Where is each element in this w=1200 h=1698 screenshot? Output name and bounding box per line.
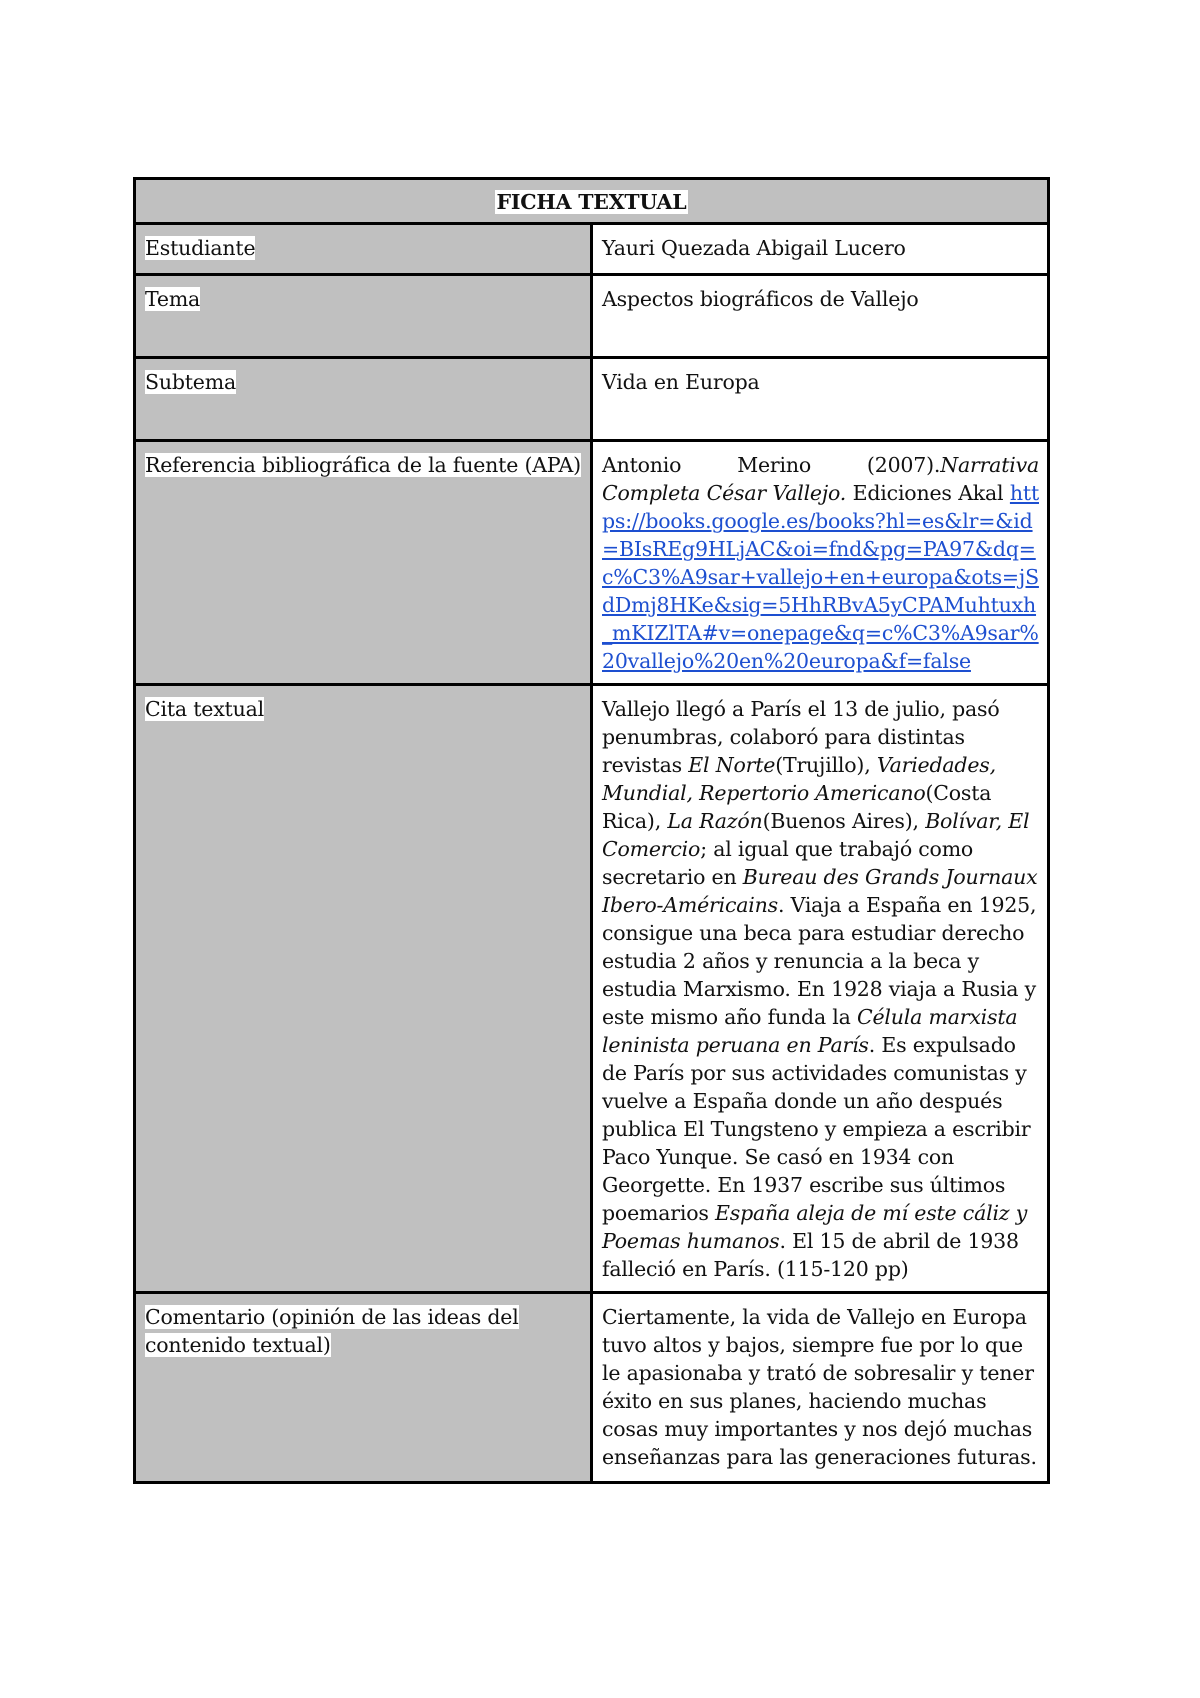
quote-italic-poemarios: España aleja de mí este cáliz y Poemas humanos	[602, 1201, 1028, 1253]
label-estudiante: Estudiante	[145, 236, 256, 260]
quote-segment: ; al igual que trabajó como secretario en	[602, 837, 974, 889]
label-cell-tema	[135, 275, 592, 358]
value-estudiante: Yauri Quezada Abigail Lucero	[602, 236, 906, 260]
quote-segment: . Viaja a España en 1925, consigue una beca para estudiar derecho estudia 2 años y renuncia a la beca y estudia Marxismo. En 1928 viaja a Rusia y este mismo año funda la	[602, 893, 1037, 1029]
label-cell-cita	[135, 685, 592, 1293]
quote-italic-revistas: Variedades, Mundial, Repertorio Americano	[602, 753, 996, 805]
value-comentario: Ciertamente, la vida de Vallejo en Europa tuvo altos y bajos, siempre fue por lo que le apasionaba y trató de sobresalir y tener éxito en sus planes, haciendo muchas cosas muy importantes y nos dejó muchas enseñanzas para las generaciones futuras.	[602, 1305, 1037, 1469]
row-referencia	[135, 441, 1049, 685]
header-cell	[135, 179, 1049, 224]
reference-text	[602, 451, 1039, 675]
reference-link[interactable]: https://books.google.es/books?hl=es&lr=&id=BIsREg9HLjAC&oi=fnd&pg=PA97&dq=c%C3%A9sar+vallejo+en+europa&ots=jSdDmj8HKe&sig=5HhRBvA5yCPAMuhtuxh_mKIZlTA#v=onepage&q=c%C3%A9sar%20vallejo%20en%20europa&f=false	[602, 481, 1039, 673]
ficha-textual-table	[133, 177, 1050, 1484]
row-estudiante	[135, 224, 1049, 275]
quote-segment: (Buenos Aires),	[762, 809, 926, 833]
value-cell-tema	[592, 275, 1049, 358]
row-comentario	[135, 1293, 1049, 1483]
reference-book-title: Narrativa Completa César Vallejo.	[602, 453, 1039, 505]
quote-segment: . El 15 de abril de 1938 falleció en París. (115-120 pp)	[602, 1229, 1019, 1281]
value-cell-subtema	[592, 358, 1049, 441]
quote-text	[602, 695, 1039, 1283]
quote-italic-celula: Célula marxista leninista peruana en París	[602, 1005, 1018, 1057]
label-cell-estudiante	[135, 224, 592, 275]
label-cell-comentario	[135, 1293, 592, 1483]
quote-italic-bolivar: Bolívar, El Comercio	[602, 809, 1030, 861]
label-cell-subtema	[135, 358, 592, 441]
quote-segment: . Es expulsado de París por sus actividades comunistas y vuelve a España donde un año después publica El Tungsteno y empieza a escribir Paco Yunque. Se casó en 1934 con Georgette. En 1937 escribe sus últimos poemarios	[602, 1033, 1031, 1225]
header-row	[135, 179, 1049, 224]
quote-segment: (Trujillo),	[775, 753, 877, 777]
value-cell-comentario	[592, 1293, 1049, 1483]
label-cita: Cita textual	[145, 697, 264, 721]
reference-author-year: Antonio Merino (2007).	[602, 453, 941, 477]
quote-italic-bureau: Bureau des Grands Journaux Ibero-Américains	[602, 865, 1038, 917]
label-referencia: Referencia bibliográfica de la fuente (APA)	[145, 453, 581, 477]
value-cell-cita	[592, 685, 1049, 1293]
row-tema	[135, 275, 1049, 358]
label-cell-referencia	[135, 441, 592, 685]
label-subtema: Subtema	[145, 370, 237, 394]
quote-segment: (Costa Rica),	[602, 781, 992, 833]
value-cell-referencia	[592, 441, 1049, 685]
row-subtema	[135, 358, 1049, 441]
row-cita-textual	[135, 685, 1049, 1293]
value-cell-estudiante	[592, 224, 1049, 275]
label-tema: Tema	[145, 287, 201, 311]
quote-segment: Vallejo llegó a París el 13 de julio, pasó penumbras, colaboró para distintas revistas	[602, 697, 1000, 777]
value-subtema: Vida en Europa	[602, 370, 760, 394]
value-tema: Aspectos biográficos de Vallejo	[602, 287, 919, 311]
reference-publisher: Ediciones Akal	[852, 481, 1004, 505]
label-comentario: Comentario (opinión de las ideas del contenido textual)	[145, 1305, 519, 1357]
form-title: FICHA TEXTUAL	[496, 190, 687, 214]
quote-italic-la-razon: La Razón	[667, 809, 763, 833]
quote-italic-el-norte: El Norte	[688, 753, 776, 777]
